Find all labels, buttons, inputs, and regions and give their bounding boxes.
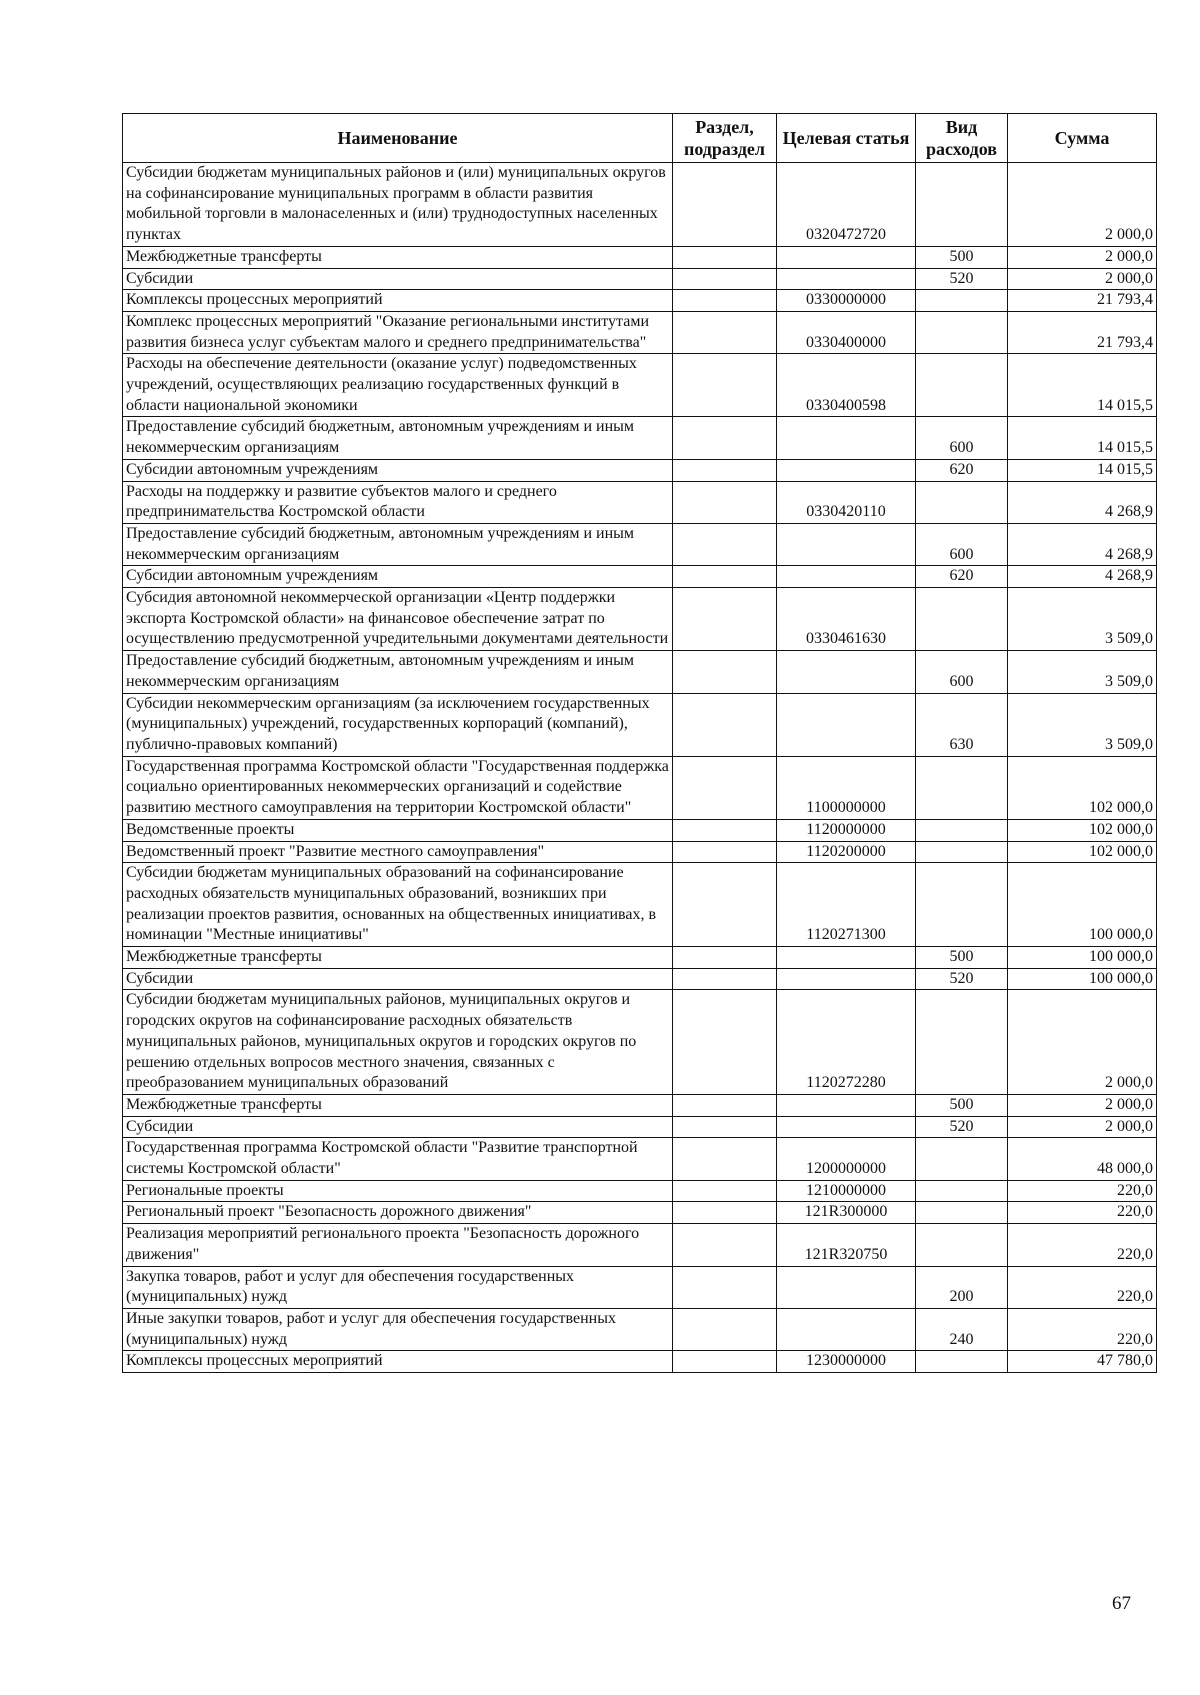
table-header [123, 114, 1157, 163]
cell-kind [916, 1138, 1008, 1180]
cell-name: Предоставление субсидий бюджетным, автономным учреждениям и иным некоммерческим организациям [123, 417, 673, 459]
cell-section [673, 290, 777, 312]
table-row [123, 1266, 1157, 1308]
table-row [123, 459, 1157, 481]
table-row [123, 990, 1157, 1095]
cell-name: Предоставление субсидий бюджетным, автономным учреждениям и иным некоммерческим организациям [123, 523, 673, 565]
cell-section [673, 1202, 777, 1224]
cell-sum: 2 000,0 [1008, 1116, 1157, 1138]
cell-section [673, 1351, 777, 1373]
cell-sum: 21 793,4 [1008, 311, 1157, 353]
cell-article: 1210000000 [777, 1180, 916, 1202]
cell-name: Субсидии бюджетам муниципальных районов и (или) муниципальных округов на софинансирование муниципальных программ в области развития мобильной торговли в малонаселенных и (или) труднодоступных населенных пунктах [123, 163, 673, 247]
cell-name: Субсидия автономной некоммерческой организации «Центр поддержки экспорта Костромской области» на финансовое обеспечение затрат по осуществлению предусмотренной учредительными документами деятельности [123, 588, 673, 651]
cell-sum: 48 000,0 [1008, 1138, 1157, 1180]
cell-kind [916, 1202, 1008, 1224]
cell-kind [916, 481, 1008, 523]
cell-section [673, 756, 777, 819]
cell-name: Межбюджетные трансферты [123, 947, 673, 969]
table-row [123, 1351, 1157, 1373]
cell-sum: 220,0 [1008, 1180, 1157, 1202]
budget-table [122, 113, 1157, 1373]
page-number: 67 [1112, 1593, 1131, 1614]
cell-section [673, 693, 777, 756]
cell-kind [916, 756, 1008, 819]
cell-section [673, 566, 777, 588]
table-row [123, 1094, 1157, 1116]
cell-section [673, 1266, 777, 1308]
table-row [123, 693, 1157, 756]
cell-kind [916, 819, 1008, 841]
cell-kind [916, 311, 1008, 353]
cell-article [777, 1266, 916, 1308]
cell-sum: 4 268,9 [1008, 481, 1157, 523]
cell-section [673, 841, 777, 863]
table-row [123, 651, 1157, 693]
cell-name: Комплексы процессных мероприятий [123, 1351, 673, 1373]
cell-kind [916, 1224, 1008, 1266]
header-section: Раздел, подраздел [673, 114, 777, 163]
cell-kind: 600 [916, 523, 1008, 565]
cell-article [777, 268, 916, 290]
cell-name: Комплексы процессных мероприятий [123, 290, 673, 312]
cell-sum: 14 015,5 [1008, 354, 1157, 417]
cell-kind [916, 354, 1008, 417]
cell-article: 1120272280 [777, 990, 916, 1095]
cell-kind: 520 [916, 1116, 1008, 1138]
cell-article: 0330461630 [777, 588, 916, 651]
cell-article [777, 968, 916, 990]
table-row [123, 968, 1157, 990]
cell-name: Региональные проекты [123, 1180, 673, 1202]
cell-article: 1120271300 [777, 863, 916, 947]
cell-kind: 200 [916, 1266, 1008, 1308]
cell-kind [916, 290, 1008, 312]
cell-article [777, 1116, 916, 1138]
cell-name: Субсидии бюджетам муниципальных районов, муниципальных округов и городских округов на софинансирование расходных обязательств муниципальных районов, муниципальных округов и городских округов по решению отдельных вопросов местного значения, связанных с преобразованием муниципальных образований [123, 990, 673, 1095]
table-row [123, 863, 1157, 947]
cell-kind [916, 1351, 1008, 1373]
cell-sum: 100 000,0 [1008, 863, 1157, 947]
table-row [123, 268, 1157, 290]
cell-sum: 220,0 [1008, 1224, 1157, 1266]
cell-name: Региональный проект "Безопасность дорожного движения" [123, 1202, 673, 1224]
cell-section [673, 1138, 777, 1180]
cell-section [673, 311, 777, 353]
cell-sum: 21 793,4 [1008, 290, 1157, 312]
cell-name: Субсидии автономным учреждениям [123, 459, 673, 481]
cell-name: Закупка товаров, работ и услуг для обеспечения государственных (муниципальных) нужд [123, 1266, 673, 1308]
cell-section [673, 990, 777, 1095]
cell-section [673, 481, 777, 523]
cell-sum: 47 780,0 [1008, 1351, 1157, 1373]
header-kind: Вид расходов [916, 114, 1008, 163]
cell-sum: 3 509,0 [1008, 651, 1157, 693]
cell-article [777, 651, 916, 693]
cell-article: 0320472720 [777, 163, 916, 247]
cell-kind: 240 [916, 1308, 1008, 1350]
cell-article [777, 459, 916, 481]
cell-article: 121R320750 [777, 1224, 916, 1266]
cell-section [673, 354, 777, 417]
cell-section [673, 163, 777, 247]
table-row [123, 523, 1157, 565]
cell-name: Государственная программа Костромской области "Государственная поддержка социально ориентированных некоммерческих организаций и содействие развитию местного самоуправления на территории Костромской области" [123, 756, 673, 819]
table-row [123, 290, 1157, 312]
cell-sum: 220,0 [1008, 1202, 1157, 1224]
cell-name: Субсидии [123, 268, 673, 290]
cell-sum: 102 000,0 [1008, 819, 1157, 841]
table-row [123, 1138, 1157, 1180]
cell-sum: 100 000,0 [1008, 968, 1157, 990]
table-row [123, 756, 1157, 819]
cell-sum: 2 000,0 [1008, 990, 1157, 1095]
cell-sum: 2 000,0 [1008, 163, 1157, 247]
cell-article [777, 523, 916, 565]
table-row [123, 819, 1157, 841]
cell-article: 1120200000 [777, 841, 916, 863]
cell-sum: 4 268,9 [1008, 523, 1157, 565]
cell-section [673, 651, 777, 693]
cell-name: Иные закупки товаров, работ и услуг для обеспечения государственных (муниципальных) нужд [123, 1308, 673, 1350]
header-row [123, 114, 1157, 163]
cell-kind [916, 990, 1008, 1095]
table-row [123, 588, 1157, 651]
cell-section [673, 1224, 777, 1266]
cell-section [673, 819, 777, 841]
cell-kind [916, 163, 1008, 247]
cell-kind [916, 1180, 1008, 1202]
cell-name: Субсидии бюджетам муниципальных образований на софинансирование расходных обязательств муниципальных образований, возникших при реализации проектов развития, основанных на общественных инициативах, в номинации "Местные инициативы" [123, 863, 673, 947]
cell-kind: 630 [916, 693, 1008, 756]
cell-article: 0330400000 [777, 311, 916, 353]
cell-name: Субсидии некоммерческим организациям (за исключением государственных (муниципальных) учреждений, государственных корпораций (компаний), публично-правовых компаний) [123, 693, 673, 756]
table-row [123, 246, 1157, 268]
table-row [123, 311, 1157, 353]
table-row [123, 566, 1157, 588]
cell-section [673, 246, 777, 268]
table-row [123, 1180, 1157, 1202]
cell-name: Расходы на обеспечение деятельности (оказание услуг) подведомственных учреждений, осуществляющих реализацию государственных функций в области национальной экономики [123, 354, 673, 417]
table-row [123, 354, 1157, 417]
cell-name: Субсидии [123, 1116, 673, 1138]
cell-article [777, 417, 916, 459]
cell-kind: 500 [916, 246, 1008, 268]
cell-name: Ведомственные проекты [123, 819, 673, 841]
cell-article [777, 1094, 916, 1116]
cell-kind: 600 [916, 417, 1008, 459]
cell-sum: 2 000,0 [1008, 1094, 1157, 1116]
cell-kind [916, 588, 1008, 651]
cell-sum: 4 268,9 [1008, 566, 1157, 588]
cell-kind: 520 [916, 968, 1008, 990]
table-body [123, 163, 1157, 1373]
cell-section [673, 1116, 777, 1138]
cell-section [673, 1180, 777, 1202]
cell-article [777, 693, 916, 756]
cell-section [673, 947, 777, 969]
cell-section [673, 588, 777, 651]
cell-article: 0330400598 [777, 354, 916, 417]
cell-name: Межбюджетные трансферты [123, 1094, 673, 1116]
table-row [123, 841, 1157, 863]
table-row [123, 1308, 1157, 1350]
cell-sum: 2 000,0 [1008, 246, 1157, 268]
cell-name: Предоставление субсидий бюджетным, автономным учреждениям и иным некоммерческим организациям [123, 651, 673, 693]
cell-section [673, 268, 777, 290]
cell-article: 1120000000 [777, 819, 916, 841]
cell-name: Субсидии автономным учреждениям [123, 566, 673, 588]
cell-name: Ведомственный проект "Развитие местного самоуправления" [123, 841, 673, 863]
cell-section [673, 863, 777, 947]
table-row [123, 1224, 1157, 1266]
cell-article: 121R300000 [777, 1202, 916, 1224]
header-article: Целевая статья [777, 114, 916, 163]
cell-sum: 102 000,0 [1008, 841, 1157, 863]
cell-article [777, 1308, 916, 1350]
cell-section [673, 1094, 777, 1116]
cell-kind: 520 [916, 268, 1008, 290]
cell-name: Реализация мероприятий регионального проекта "Безопасность дорожного движения" [123, 1224, 673, 1266]
cell-section [673, 968, 777, 990]
cell-sum: 220,0 [1008, 1266, 1157, 1308]
table-row [123, 417, 1157, 459]
cell-sum: 2 000,0 [1008, 268, 1157, 290]
header-name: Наименование [123, 114, 673, 163]
cell-sum: 102 000,0 [1008, 756, 1157, 819]
cell-name: Государственная программа Костромской области "Развитие транспортной системы Костромской области" [123, 1138, 673, 1180]
cell-kind: 600 [916, 651, 1008, 693]
cell-sum: 3 509,0 [1008, 588, 1157, 651]
cell-article [777, 246, 916, 268]
cell-sum: 14 015,5 [1008, 417, 1157, 459]
table-row [123, 1116, 1157, 1138]
cell-article [777, 566, 916, 588]
cell-article: 0330000000 [777, 290, 916, 312]
cell-name: Межбюджетные трансферты [123, 246, 673, 268]
cell-kind: 620 [916, 459, 1008, 481]
cell-article: 0330420110 [777, 481, 916, 523]
table-row [123, 947, 1157, 969]
cell-name: Субсидии [123, 968, 673, 990]
cell-sum: 14 015,5 [1008, 459, 1157, 481]
cell-kind [916, 863, 1008, 947]
table-row [123, 163, 1157, 247]
cell-article [777, 947, 916, 969]
cell-sum: 220,0 [1008, 1308, 1157, 1350]
cell-article: 1200000000 [777, 1138, 916, 1180]
cell-sum: 3 509,0 [1008, 693, 1157, 756]
cell-article: 1100000000 [777, 756, 916, 819]
cell-section [673, 459, 777, 481]
cell-sum: 100 000,0 [1008, 947, 1157, 969]
cell-section [673, 523, 777, 565]
cell-article: 1230000000 [777, 1351, 916, 1373]
cell-kind: 500 [916, 947, 1008, 969]
cell-kind: 620 [916, 566, 1008, 588]
header-sum: Сумма [1008, 114, 1157, 163]
cell-name: Комплекс процессных мероприятий "Оказание региональными институтами развития бизнеса услуг субъектам малого и среднего предпринимательства" [123, 311, 673, 353]
table-row [123, 1202, 1157, 1224]
cell-kind: 500 [916, 1094, 1008, 1116]
cell-section [673, 1308, 777, 1350]
cell-kind [916, 841, 1008, 863]
cell-name: Расходы на поддержку и развитие субъектов малого и среднего предпринимательства Костромской области [123, 481, 673, 523]
cell-section [673, 417, 777, 459]
table-row [123, 481, 1157, 523]
